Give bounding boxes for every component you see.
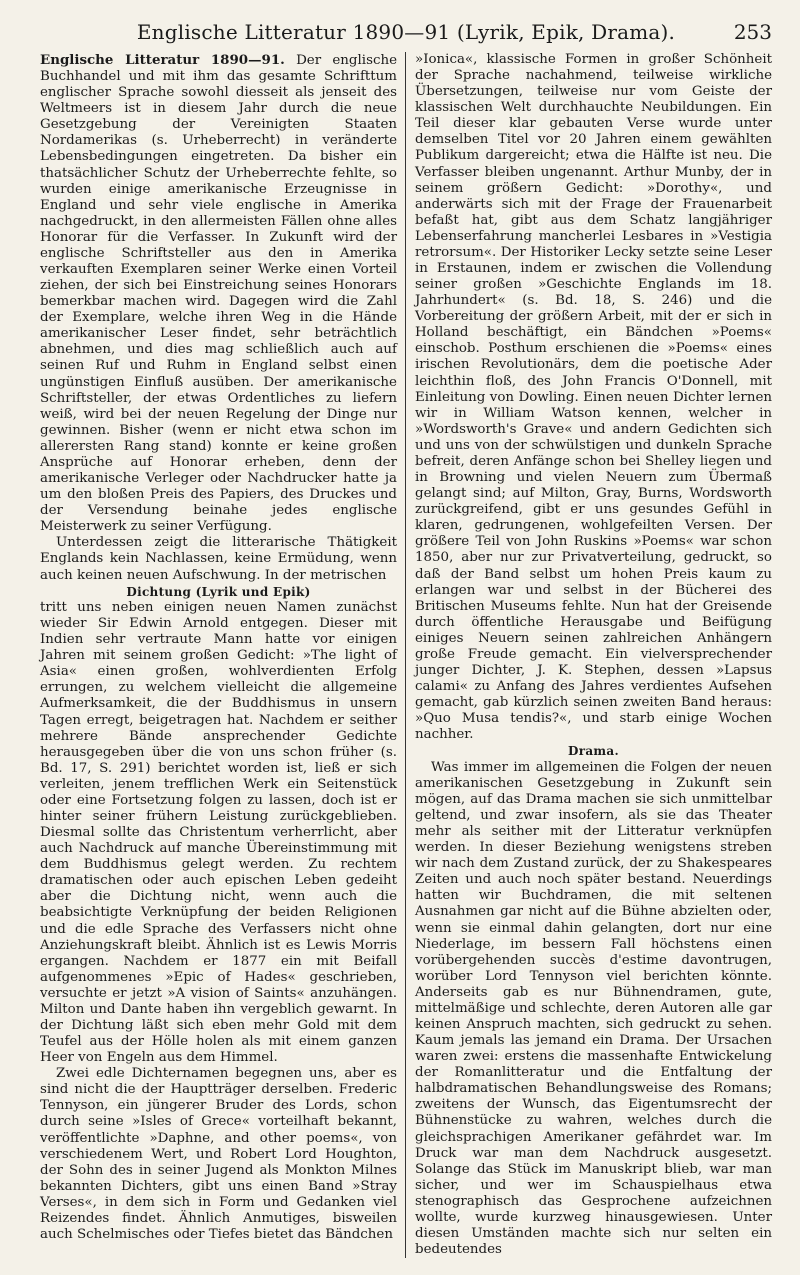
paragraph: »Ionica«, klassische Formen in großer Schönheit der Sprache nachahmend, teilweise wirkliche Übersetzungen, teilweise nur vom Geiste der klassischen Welt durchhauchte Neubildungen. Ein Teil dieser klar gebauten Verse wurde unter demselben Titel vor 20 Jahren einem gewählten Publikum dargereicht; etwa die Hälfte ist neu. Die Verfasser bleiben ungenannt. Arthur Munby, der in seinem größern Gedicht: »Dorothy«, und anderwärts sich mit der Frage der Frauenarbeit befaßt hat, gibt aus dem Schatz langjähriger Lebenserfahrung mancherlei Lesbares in »Vestigia retrorsum«. Der Historiker Lecky setzte seine Leser in Erstaunen, indem er zwischen die Vollendung seiner großen »Geschichte Englands im 18. Jahrhundert« (s. Bd. 18, S. 246) und die Vorbereitung der größern Arbeit, mit der er sich in Holland beschäftigt, ein Bändchen »Poems« einschob. Posthum erschienen die »Poems« eines irischen Revolutionärs, dem die poetische Ader leichthin floß, des John Francis O'Donnell, mit Einleitung von Dowling. Einen neuen Dichter lernen wir in William Watson kennen, welcher in »Wordsworth's Grave« und andern Gedichten sich und uns von der schwülstigen und dunkeln Sprache befreit, deren Anfänge schon bei Shelley liegen und in Browning und vielen Neuern zum Übermaß gelangt sind; auf Milton, Gray, Burns, Wordsworth zurückgreifend, gibt er uns gesundes Gefühl in klaren, gedrungenen, wohlgefeilten Versen. Der größere Teil von John Ruskins »Poems« war schon 1850, aber nur zur Privatverteilung, gedruckt, so daß der Band selbst um hohen Preis kaum zu erlangen war und selbst in der Bücherei des Britischen Museums fehlte. Nun hat der Greisende durch öffentliche Herausgabe und Beifügung einiges Neuern seinen zahlreichen Anhängern große Freude gemacht. Ein vielversprechender junger Dichter, J. K. Stephen, dessen »Lapsus calami« zu Anfang des Jahres verdientes Aufsehen gemacht, gab kürzlich seinen zweiten Band heraus: »Quo Musa tendis?«, und starb einige Wochen nachher. [415, 52, 772, 743]
paragraph-text: Der englische Buchhandel und mit ihm das gesamte Schrifttum englischer Sprache sowohl diesseit als jenseit des Weltmeers ist in diesem Jahr durch die neue Gesetzgebung der Vereinigten Staaten Nordamerikas (s. Urheberrecht) in veränderte Lebensbedingungen eingetreten. Da bisher ein thatsächlicher Schutz der Urheberrechte fehlte, so wurden einige amerikanische Erzeugnisse in England und sehr viele englische in Amerika nachgedruckt, in den allermeisten Fällen ohne alles Honorar für die Verfasser. In Zukunft wird der englische Schriftsteller aus den in Amerika verkauften Exemplaren seiner Werke einen Vorteil ziehen, der sich bei Einstreichung seines Honorars bemerkbar machen wird. Dagegen wird die Zahl der Exemplare, welche ihren Weg in die Hände amerikanischer Leser findet, sehr beträchtlich abnehmen, und dies mag schließlich auch auf seinen Ruf und Ruhm in England selbst einen ungünstigen Einfluß ausüben. Der amerikanische Schriftsteller, der etwas Ordentliches zu liefern weiß, wird bei der neuen Regelung der Dinge nur gewinnen. Bisher (wenn er nicht etwa schon im allerersten Rang stand) konnte er keine großen Ansprüche auf Honorar erheben, denn der amerikanische Verleger oder Nachdrucker hatte ja um den bloßen Preis des Papiers, des Druckes und der Versendung beinahe jedes englische Meisterwerk zu seiner Verfügung. [40, 53, 397, 535]
page-number: 253 [733, 20, 772, 44]
text-columns [40, 52, 772, 1258]
paragraph: Was immer im allgemeinen die Folgen der neuen amerikanischen Gesetzgebung in Zukunft sein mögen, auf das Drama machen sie sich unmittelbar geltend, und zwar insofern, als sie das Theater mehr als seither mit der Litteratur verknüpfen werden. In dieser Beziehung wenigstens streben wir nach dem Zustand zurück, der zu Shakespeares Zeiten und auch noch später bestand. Neuerdings hatten wir Buchdramen, die mit seltenen Ausnahmen gar nicht auf die Bühne abzielten oder, wenn sie einmal dahin gelangten, dort nur eine Niederlage, im bessern Fall höchstens einen vorübergehenden succès d'estime davontrugen, worüber Lord Tennyson viel berichten könnte. Anderseits gab es nur Bühnendramen, gute, mittelmäßige und schlechte, deren Autoren alle gar keinen Anspruch machten, sich gedruckt zu sehen. Kaum jemals las jemand ein Drama. Der Ursachen waren zwei: erstens die massenhafte Entwickelung der Romanlitteratur und die Entfaltung der halbdramatischen Behandlungsweise des Romans; zweitens der Wunsch, das Eigentumsrecht der Bühnenstücke zu wahren, welches durch die gleichsprachigen Amerikaner gefährdet war. Im Druck war man dem Nachdruck ausgesetzt. Solange das Stück im Manuskript blieb, war man sicher, und wer im Schauspielhaus etwa stenographisch das Gesprochene aufzeichnen wollte, wurde kurzweg hinausgewiesen. Unter diesen Umständen machte sich nur selten ein bedeutendes [415, 759, 772, 1258]
right-column [406, 52, 772, 1258]
paragraph: Zwei edle Dichternamen begegnen uns, aber es sind nicht die der Hauptträger derselben. Frederic Tennyson, ein jüngerer Bruder des Lords, schon durch seine »Isles of Grece« vorteilhaft bekannt, veröffentlichte »Daphne, and other poems«, von verschiedenem Wert, und Robert Lord Houghton, der Sohn des in seiner Jugend als Monkton Milnes bekannten Dichters, gibt uns einen Band »Stray Verses«, in dem sich in Form und Gedanken viel Reizendes findet. Ähnlich Anmutiges, bisweilen auch Schelmisches oder Tiefes bietet das Bändchen [40, 1066, 397, 1243]
paragraph [40, 52, 397, 535]
paragraph: Unterdessen zeigt die litterarische Thätigkeit Englands kein Nachlassen, keine Ermüdung, wenn auch keinen neuen Aufschwung. In der metrischen [40, 535, 397, 583]
article-title: Englische Litteratur 1890—91. [40, 52, 285, 68]
paragraph: tritt uns neben einigen neuen Namen zunächst wieder Sir Edwin Arnold entgegen. Dieser mit Indien sehr vertraute Mann hatte vor einigen Jahren mit seinem großen Gedicht: »The light of Asia« einen großen, wohlverdienten Erfolg errungen, zu welchem vielleicht die allgemeine Aufmerksamkeit, die der Buddhismus in unsern Tagen erregt, beigetragen hat. Nachdem er seither mehrere Bände ansprechender Gedichte herausgegeben über die von uns schon früher (s. Bd. 17, S. 291) berichtet worden ist, ließ er sich verleiten, jenem trefflichen Werk ein Seitenstück oder eine Fortsetzung folgen zu lassen, doch ist er hinter seiner frühern Leistung zurückgeblieben. Diesmal sollte das Christentum verherrlicht, aber auch Nachdruck auf manche Übereinstimmung mit dem Buddhismus gelegt werden. Zu rechtem dramatischen oder auch epischen Leben gedeiht aber die Dichtung nicht, wenn auch die beabsichtigte Verknüpfung der beiden Religionen und die edle Sprache des Verfassers nicht ohne Anziehungskraft bleibt. Ähnlich ist es Lewis Morris ergangen. Nachdem er 1877 ein mit Beifall aufgenommenes »Epic of Hades« geschrieben, versuchte er jetzt »A vision of Saints« anzuhängen. Milton und Dante haben ihn vergeblich gewarnt. In der Dichtung läßt sich eben mehr Gold mit dem Teufel aus der Hölle holen als mit einem ganzen Heer von Engeln aus dem Himmel. [40, 599, 397, 1066]
section-heading: Drama. [568, 744, 619, 759]
section-heading: Dichtung (Lyrik und Epik) [126, 584, 311, 599]
left-column [40, 52, 406, 1258]
running-head: Englische Litteratur 1890—91 (Lyrik, Epik, Drama). [136, 20, 676, 44]
page-header [40, 10, 772, 52]
